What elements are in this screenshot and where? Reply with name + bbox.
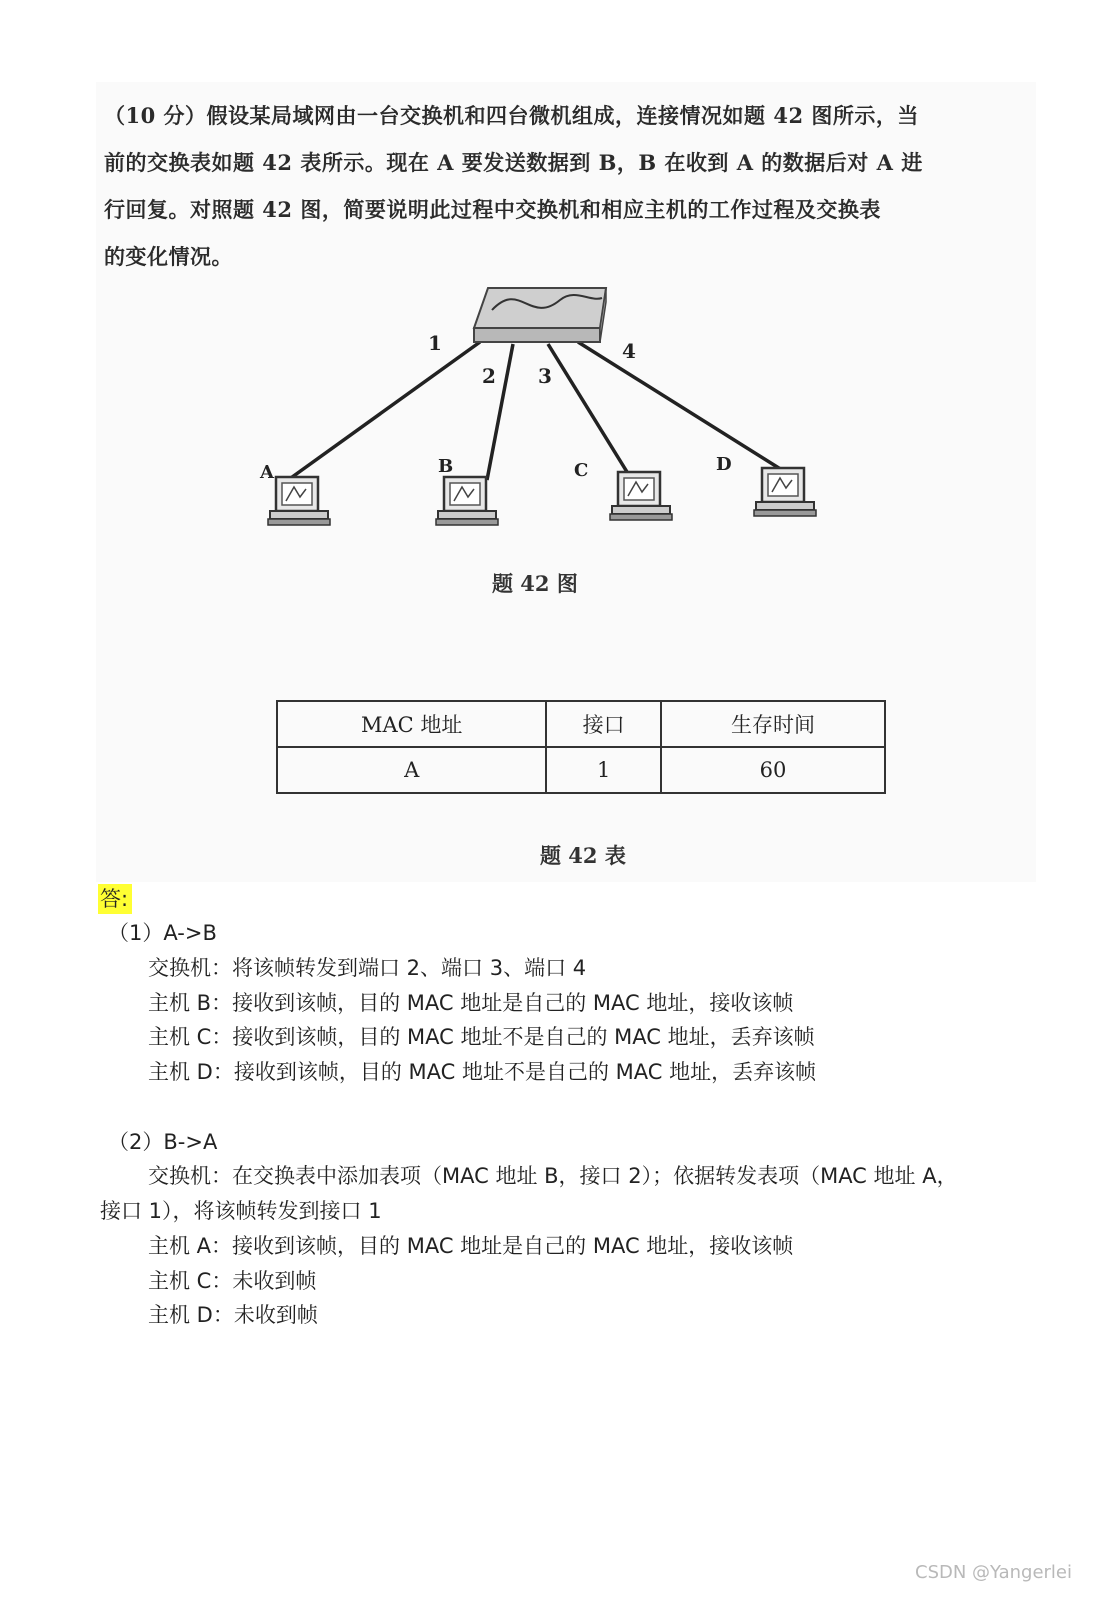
computer-icon-d xyxy=(754,468,816,516)
figure-caption: 题 42 图 xyxy=(492,571,578,596)
question-line: （10 分）假设某局域网由一台交换机和四台微机组成，连接情况如题 42 图所示，当 xyxy=(104,103,919,128)
computer-icon-a xyxy=(268,477,330,525)
table-cell: 60 xyxy=(661,747,885,793)
network-diagram xyxy=(230,280,870,560)
port-label-4: 4 xyxy=(622,339,636,363)
table-cell: 1 xyxy=(546,747,661,793)
table-caption: 题 42 表 xyxy=(540,843,626,868)
question-line: 前的交换表如题 42 表所示。现在 A 要发送数据到 B，B 在收到 A 的数据后对 A 进 xyxy=(104,150,923,175)
answer-line: 主机 B：接收到该帧，目的 MAC 地址是自己的 MAC 地址，接收该帧 xyxy=(148,991,794,1015)
port-label-1: 1 xyxy=(428,331,442,355)
computer-icon-c xyxy=(610,472,672,520)
answer-line: 主机 D：接收到该帧，目的 MAC 地址不是自己的 MAC 地址，丢弃该帧 xyxy=(148,1060,817,1084)
table-header: 接口 xyxy=(546,701,661,747)
answer-line: 接口 1），将该帧转发到接口 1 xyxy=(100,1199,382,1223)
watermark: CSDN @Yangerlei xyxy=(915,1562,1072,1583)
table-header: MAC 地址 xyxy=(277,701,546,747)
answer-line: 主机 C：未收到帧 xyxy=(148,1269,317,1293)
host-label-c: C xyxy=(574,460,589,481)
host-label-a: A xyxy=(260,462,274,483)
table-header-row xyxy=(277,701,885,747)
answer-label: 答: xyxy=(98,884,132,914)
answer-line: 主机 C：接收到该帧，目的 MAC 地址不是自己的 MAC 地址，丢弃该帧 xyxy=(148,1025,815,1049)
host-label-b: B xyxy=(438,456,454,477)
port-label-2: 2 xyxy=(482,364,496,388)
answer-line: 主机 A：接收到该帧，目的 MAC 地址是自己的 MAC 地址，接收该帧 xyxy=(148,1234,794,1258)
host-label-d: D xyxy=(716,454,732,475)
answer-part1-title: （1）A->B xyxy=(108,921,217,945)
question-line: 的变化情况。 xyxy=(104,244,233,269)
table-row xyxy=(277,747,885,793)
switch-table xyxy=(276,700,886,794)
table-cell: A xyxy=(277,747,546,793)
answer-line: 主机 D：未收到帧 xyxy=(148,1303,318,1327)
answer-line: 交换机：在交换表中添加表项（MAC 地址 B，接口 2）；依据转发表项（MAC 地址 A， xyxy=(148,1164,958,1188)
link-port-3 xyxy=(548,344,632,480)
question-text xyxy=(104,92,1014,280)
table-header: 生存时间 xyxy=(661,701,885,747)
computer-icon-b xyxy=(436,477,498,525)
answer-line: 交换机：将该帧转发到端口 2、端口 3、端口 4 xyxy=(148,956,587,980)
link-port-4 xyxy=(578,342,790,475)
switch-icon xyxy=(474,288,606,342)
answer-part2-title: （2）B->A xyxy=(108,1130,218,1154)
port-label-3: 3 xyxy=(538,364,552,388)
question-line: 行回复。对照题 42 图，简要说明此过程中交换机和相应主机的工作过程及交换表 xyxy=(104,197,881,222)
